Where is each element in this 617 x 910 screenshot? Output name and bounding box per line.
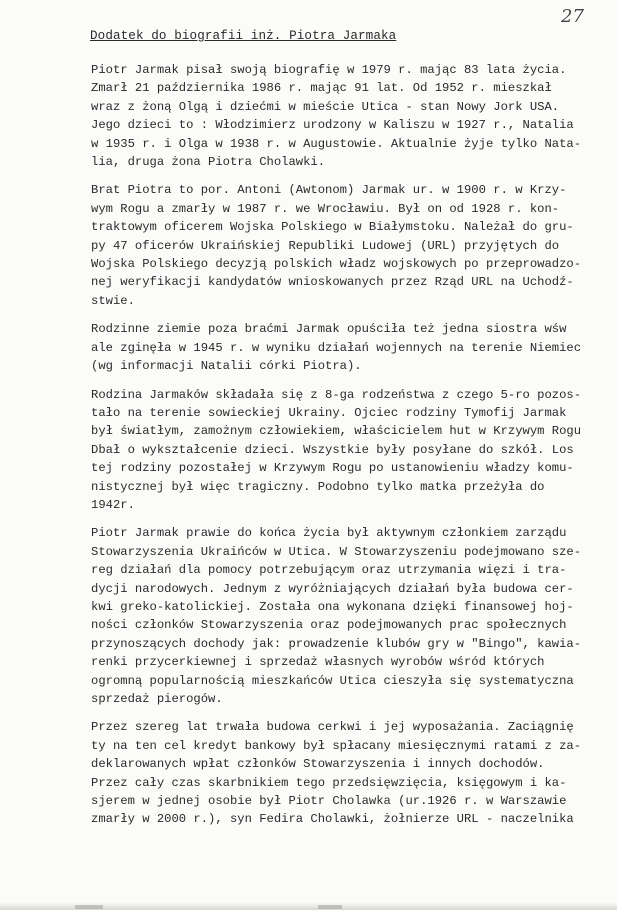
text-line: nej weryfikacji kandydatów wnioskowanych przez Rząd URL na Uchodź-: [91, 275, 574, 290]
paragraph-5: [91, 524, 611, 708]
text-line: traktowym oficerem Wojska Polskiego w Białymstoku. Należał do gru-: [91, 220, 574, 235]
paragraph-2: [91, 181, 611, 310]
text-line: Rodzina Jarmaków składała się z 8-ga rodzeństwa z czego 5-ro pozos-: [91, 387, 582, 402]
text-line: zmarły w 2000 r.), syn Fedira Cholawki, żołnierze URL - naczelnika: [91, 812, 574, 827]
paragraph-1: [91, 61, 611, 171]
text-line: 1942r.: [91, 497, 135, 512]
text-line: w 1935 r. i Olga w 1938 r. w Augustowie. Aktualnie żyje tylko Nata-: [91, 136, 582, 151]
paragraph-4: [91, 386, 611, 515]
text-line: ale zginęła w 1945 r. w wyniku działań wojennych na terenie Niemiec: [91, 340, 582, 355]
text-line: ogromną popularnością mieszkańców Utica cieszyła się systematyczna: [91, 673, 574, 688]
text-line: Brat Piotra to por. Antoni (Awtonom) Jarmak ur. w 1900 r. w Krzy-: [91, 183, 567, 198]
text-line: reg działań dla pomocy potrzebującym oraz utrzymania więzi i tra-: [91, 563, 567, 578]
text-line: dycji narodowych. Jednym z wyróżniających działań była budowa cer-: [91, 581, 574, 596]
handwritten-page-number: 27: [561, 6, 584, 27]
paragraph-6: [91, 718, 611, 828]
text-line: Piotr Jarmak pisał swoją biografię w 1979 r. mając 83 lata życia.: [91, 63, 567, 77]
text-line: Piotr Jarmak prawie do końca życia był aktywnym członkiem zarządu: [91, 526, 567, 541]
text-line: Przez cały czas skarbnikiem tego przedsięwzięcia, księgowym i ka-: [91, 775, 567, 790]
scan-bottom-edge: [0, 902, 617, 910]
scan-smudge: [75, 905, 103, 909]
document-title: Dodatek do biografii inż. Piotra Jarmaka: [90, 29, 397, 43]
text-line: deklarowanych wpłat członków Stowarzyszenia i innych dochodów.: [91, 757, 545, 772]
text-line: Przez szereg lat trwała budowa cerkwi i jej wyposażania. Zaciągnię: [91, 720, 574, 735]
scan-smudge: [318, 905, 342, 909]
text-line: nistycznej był więc tragiczny. Podobno tylko matka przeżyła do: [91, 479, 545, 494]
text-line: tało na terenie sowieckiej Ukrainy. Ojciec rodziny Tymofij Jarmak: [91, 405, 567, 420]
text-line: Dbał o wykształcenie dzieci. Wszystkie były posyłane do szkół. Los: [91, 442, 574, 457]
text-line: wraz z żoną Olgą i dziećmi w mieście Utica - stan Nowy Jork USA.: [91, 99, 560, 114]
text-line: Zmarł 21 października 1986 r. mając 91 lat. Od 1952 r. mieszkał: [91, 81, 552, 96]
text-line: sprzedaż pierogów.: [91, 692, 223, 706]
text-line: (wg informacji Natalii córki Piotra).: [91, 359, 362, 374]
text-line: ności członków Stowarzyszenia oraz podejmowanych prac społecznych: [91, 618, 567, 633]
document-body: [91, 61, 611, 839]
text-line: ty na ten cel kredyt bankowy był spłacany miesięcznymi ratami z za-: [91, 738, 582, 753]
text-line: Stowarzyszenia Ukraińców w Utica. W Stowarzyszeniu podejmowano sze-: [91, 544, 582, 559]
text-line: sjerem w jednej osobie był Piotr Cholawka (ur.1926 r. w Warszawie: [91, 794, 567, 809]
text-line: Jego dzieci to : Włodzimierz urodzony w Kaliszu w 1927 r., Natalia: [91, 118, 574, 133]
text-line: wym Rogu a zmarły w 1987 r. we Wrocławiu. Był on od 1928 r. kon-: [91, 201, 560, 216]
text-line: Rodzinne ziemie poza braćmi Jarmak opuściła też jedna siostra wśw: [91, 322, 567, 337]
text-line: py 47 oficerów Ukraińskiej Republiki Ludowej (URL) przyjętych do: [91, 238, 560, 253]
text-line: renki przycerkiewnej i sprzedaż własnych wyrobów wśród których: [91, 655, 545, 670]
text-line: lia, druga żona Piotra Cholawki.: [91, 155, 326, 170]
text-line: stwie.: [91, 293, 135, 308]
paragraph-3: [91, 320, 611, 375]
text-line: Wojska Polskiego decyzją polskich władz wojskowych po przeprowadzo-: [91, 257, 582, 272]
text-line: był światłym, zamożnym człowiekiem, właścicielem hut w Krzywym Rogu: [91, 424, 582, 439]
text-line: przynoszących dochody jak: prowadzenie klubów gry w "Bingo", kawia-: [91, 636, 582, 651]
text-line: tej rodziny pozostałej w Krzywym Rogu po ustanowieniu władzy komu-: [91, 461, 574, 476]
text-line: kwi greko-katolickiej. Została ona wykonana dzięki finansowej hoj-: [91, 599, 574, 614]
